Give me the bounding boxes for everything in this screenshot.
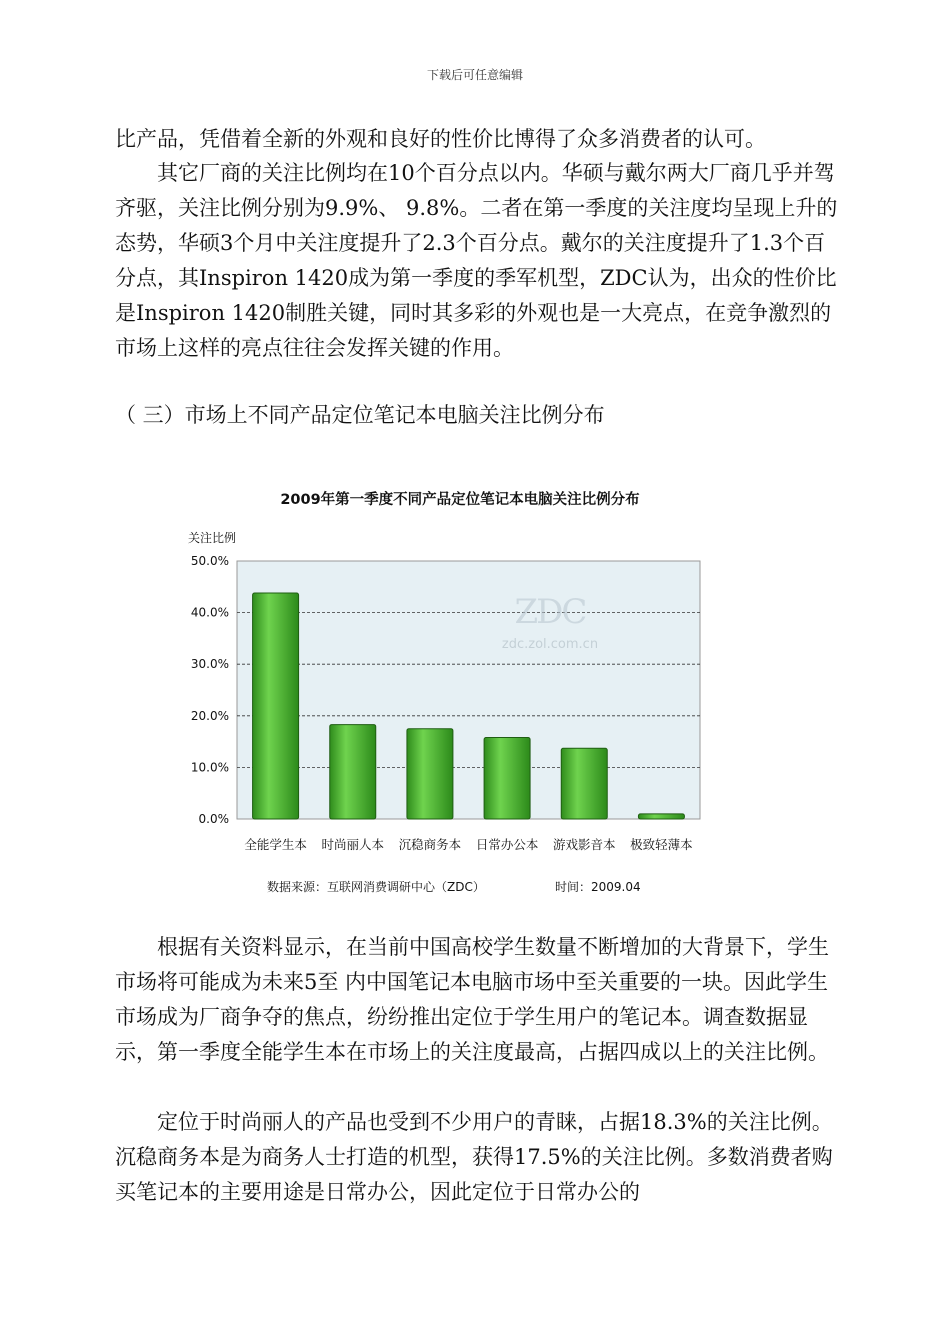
x-tick-labels: [244, 837, 692, 852]
x-tick-label: 游戏影音本: [552, 837, 616, 852]
chart-title: 2009年第一季度不同产品定位笔记本电脑关注比例分布: [280, 492, 640, 508]
paragraph-4: 定位于时尚丽人的产品也受到不少用户的青睐，占据18.3%的关注比例。沉稳商务本是为商务人士打造的机型，获得17.5%的关注比例。多数消费者购买笔记本的主要用途是日常办公，因此定位于日常办公的: [115, 1110, 833, 1204]
chart-source: 数据来源：互联网消费调研中心（ZDC）: [267, 880, 485, 894]
bar-chart: [180, 480, 740, 900]
paragraph-2: 其它厂商的关注比例均在10个百分点以内。华硕与戴尔两大厂商几乎并驾齐驱，关注比例分别为9.9%、 9.8%。二者在第一季度的关注度均呈现上升的态势，华硕3个月中关注度提升了2.3个百分点。戴尔的关注度提升了1.3个百分点，其Inspiron 1420成为第一季度的季军机型，ZDC认为，出众的性价比是Inspiron 1420制胜关键，同时其多彩的外观也是一大亮点，在竞争激烈的市场上这样的亮点往往会发挥关键的作用。: [115, 161, 838, 360]
bar-5: [561, 748, 607, 819]
section-heading: （ 三）市场上不同产品定位笔记本电脑关注比例分布: [115, 403, 605, 427]
zdc-watermark: [502, 592, 598, 652]
x-tick-label: 日常办公本: [475, 837, 539, 852]
bar-3: [407, 729, 453, 819]
x-tick-label: 时尚丽人本: [321, 837, 385, 852]
y-tick-label: 50.0%: [190, 554, 229, 568]
chart-y-axis-label: 关注比例: [188, 531, 237, 545]
chart-time: 时间：2009.04: [555, 880, 641, 894]
paragraph-3: 根据有关资料显示，在当前中国高校学生数量不断增加的大背景下，学生市场将可能成为未来5至 内中国笔记本电脑市场中至关重要的一块。因此学生市场成为厂商争夺的焦点，纷纷推出定位于学生用户的笔记本。调查数据显示，第一季度全能学生本在市场上的关注度最高，占据四成以上的关注比例。: [115, 935, 829, 1064]
bar-6: [638, 814, 684, 819]
bar-4: [484, 737, 530, 819]
watermark-logo: ZDC: [514, 592, 586, 632]
y-tick-label: 30.0%: [190, 657, 229, 672]
y-tick-label: 10.0%: [190, 760, 229, 775]
bar-1: [253, 593, 299, 819]
paragraph-1: 比产品，凭借着全新的外观和良好的性价比博得了众多消费者的认可。: [115, 127, 766, 151]
page-header: 下载后可任意编辑: [426, 68, 523, 82]
y-tick-label: 0.0%: [198, 812, 229, 826]
watermark-url: zdc.zol.com.cn: [501, 637, 599, 652]
y-tick-labels: [191, 554, 229, 826]
bar-2: [330, 725, 376, 819]
plot-area: [237, 561, 700, 819]
y-tick-label: 40.0%: [190, 605, 229, 620]
x-tick-label: 沉稳商务本: [398, 837, 462, 852]
x-tick-label: 全能学生本: [244, 837, 307, 852]
x-tick-label: 极致轻薄本: [630, 837, 693, 852]
y-tick-label: 20.0%: [190, 708, 229, 723]
